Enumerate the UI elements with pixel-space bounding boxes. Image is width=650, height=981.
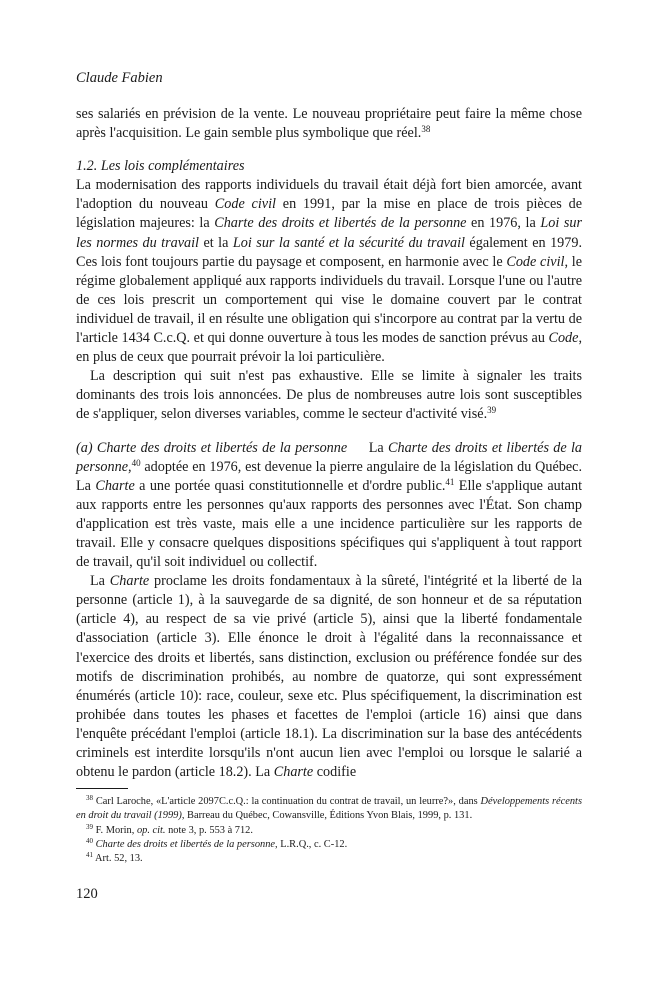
footnote-40 <box>76 838 582 852</box>
footnote-ref-38[interactable]: 38 <box>421 124 431 135</box>
footnote-39 <box>76 824 582 838</box>
italic-charte: Charte <box>95 477 135 494</box>
footnote-38 <box>76 795 582 823</box>
text-run: Carl Laroche, «L'article 2097C.c.Q.: la continuation du contrat de travail, un leurre?», dans <box>95 796 481 808</box>
footnote-number: 40 <box>86 836 93 845</box>
italic-code-civil: Code civil <box>506 253 565 270</box>
text-run: proclame les droits fondamentaux à la sûreté, l'intégrité et la liberté de la personne (article 1), à la sauvegarde de sa dignité, de son honneur et de sa réputation (article 4), au respect de sa vie privé (article 5), ainsi que la liberté fondamentale d'association (article 3). Elle énonce le droit à l'égalité dans la reconnaissance et l'exercice des droits et libertés, sans distinction, exclusion ou préférence fondée sur des motifs de discrimination prohibés, au nombre de quatorze, qui sont expressément énumérés (article 10): race, couleur, sexe etc. Plus spécifiquement, la discrimination est prohibée dans toutes les phases et facettes de l'emploi (article 16) ainsi que dans l'enquête précédant l'emploi (article 18.1). La discrimination sur la base des antécédents criminels est interdite lorsqu'ils n'ont aucun lien avec l'emploi ou lorsque le salarié a obtenu le pardon (article 18.2). La <box>76 573 582 781</box>
text-run: note 3, p. 553 à 712. <box>165 824 253 836</box>
text-run: Art. 52, 13. <box>95 853 143 864</box>
text-run: La modernisation des rapports individuels du travail était déjà fort bien amorcée, avant l'adoption du nouveau <box>76 177 582 213</box>
section-heading-1-2: 1.2. Les lois complémentaires <box>76 158 245 175</box>
italic-loi-normes: Loi sur les normes du travail <box>76 215 583 251</box>
italic-charte: Charte des droits et libertés de la personne <box>76 439 583 475</box>
paragraph-description <box>76 367 582 424</box>
paragraph-charte-intro <box>76 439 582 573</box>
text-run: La <box>368 439 389 456</box>
italic-op-cit: op. cit. <box>136 824 166 836</box>
footnote-ref-41[interactable]: 41 <box>445 476 455 487</box>
document-page <box>76 70 582 903</box>
carryover-text: ses salariés en prévision de la vente. Le nouveau propriétaire peut faire la même chose après l'acquisition. Le gain semble plus symbolique que réel. <box>76 106 582 142</box>
text-run: La <box>90 573 110 590</box>
text-run: , L.R.Q., c. C-12. <box>275 838 348 850</box>
text-run: en 1976, la <box>466 215 541 232</box>
text-run: , <box>128 458 132 475</box>
paragraph-charte-droits <box>76 572 582 782</box>
italic-charte: Charte <box>109 573 150 590</box>
paragraph-modernisation <box>76 176 582 367</box>
footnote-number: 38 <box>86 794 93 803</box>
footnote-separator <box>76 788 128 789</box>
italic-charte: Charte des droits et libertés de la personne <box>214 215 467 232</box>
text-run: également en 1979. Ces lois font toujours partie du paysage et composent, en harmonie avec le <box>76 234 582 270</box>
text-run: , Barreau du Québec, Cowansville, Éditions Yvon Blais, 1999, p. 131. <box>181 810 473 822</box>
text-run: , le régime globalement appliqué aux rapports individuels du travail. Lorsque l'une ou l'autre de ces lois prescrit un comportement qui vise le domaine couvert par le contrat individuel de travail, il en résulte une obligation qui s'incorpore au contrat par la vertu de l'article 1434 C.c.Q. et qui donne ouverture à tous les modes de sanction prévus au <box>76 253 582 347</box>
text-run: a une portée quasi constitutionnelle et d'ordre public. <box>134 477 446 494</box>
running-head-author: Claude Fabien <box>76 70 163 86</box>
text-run: La description qui suit n'est pas exhaustive. Elle se limite à signaler les traits dominants des trois lois annoncées. De plus de nombreuses autre lois sont susceptibles de s'appliquer, selon diverses variables, comme le secteur d'activité visé. <box>76 368 582 423</box>
italic-code: Code <box>548 330 579 347</box>
carryover-paragraph <box>76 105 582 143</box>
italic-code-civil: Code civil <box>214 196 276 213</box>
footnote-number: 39 <box>86 822 93 831</box>
text-run: en 1991, par la mise en place de trois pièces de législation majeures: la <box>76 196 582 232</box>
subsection-heading-a: (a) Charte des droits et libertés de la personne <box>76 439 348 456</box>
text-run: et la <box>198 234 233 251</box>
text-run: adoptée en 1976, est devenue la pierre angulaire de la législation du Québec. La <box>76 458 582 494</box>
text-run: codifie <box>313 764 357 781</box>
text-run: , en plus de ceux que pourrait prévoir la loi particulière. <box>76 330 582 366</box>
text-run: F. Morin, <box>95 824 137 836</box>
italic-title: Charte des droits et libertés de la personne <box>95 838 276 850</box>
text-run: Elle s'applique autant aux rapports entre les personnes qu'aux rapports des personnes avec l'État. Son champ d'application est très vaste, mais elle a une incidence particulière sur les rapports de travail. Elle y consacre quelques dispositions spécifiques qui s'appliquent à tout rapport de travail, qu'il soit individuel ou collectif. <box>76 477 583 571</box>
italic-charte: Charte <box>273 764 314 781</box>
footnote-ref-40[interactable]: 40 <box>131 457 141 468</box>
footnote-ref-39[interactable]: 39 <box>487 405 497 416</box>
italic-loi-sante: Loi sur la santé et la sécurité du travail <box>232 234 465 251</box>
footnote-number: 41 <box>86 851 93 859</box>
page-number: 120 <box>76 886 98 903</box>
footnote-41 <box>76 852 582 866</box>
italic-title: Développements récents en droit du travail (1999) <box>76 796 582 822</box>
